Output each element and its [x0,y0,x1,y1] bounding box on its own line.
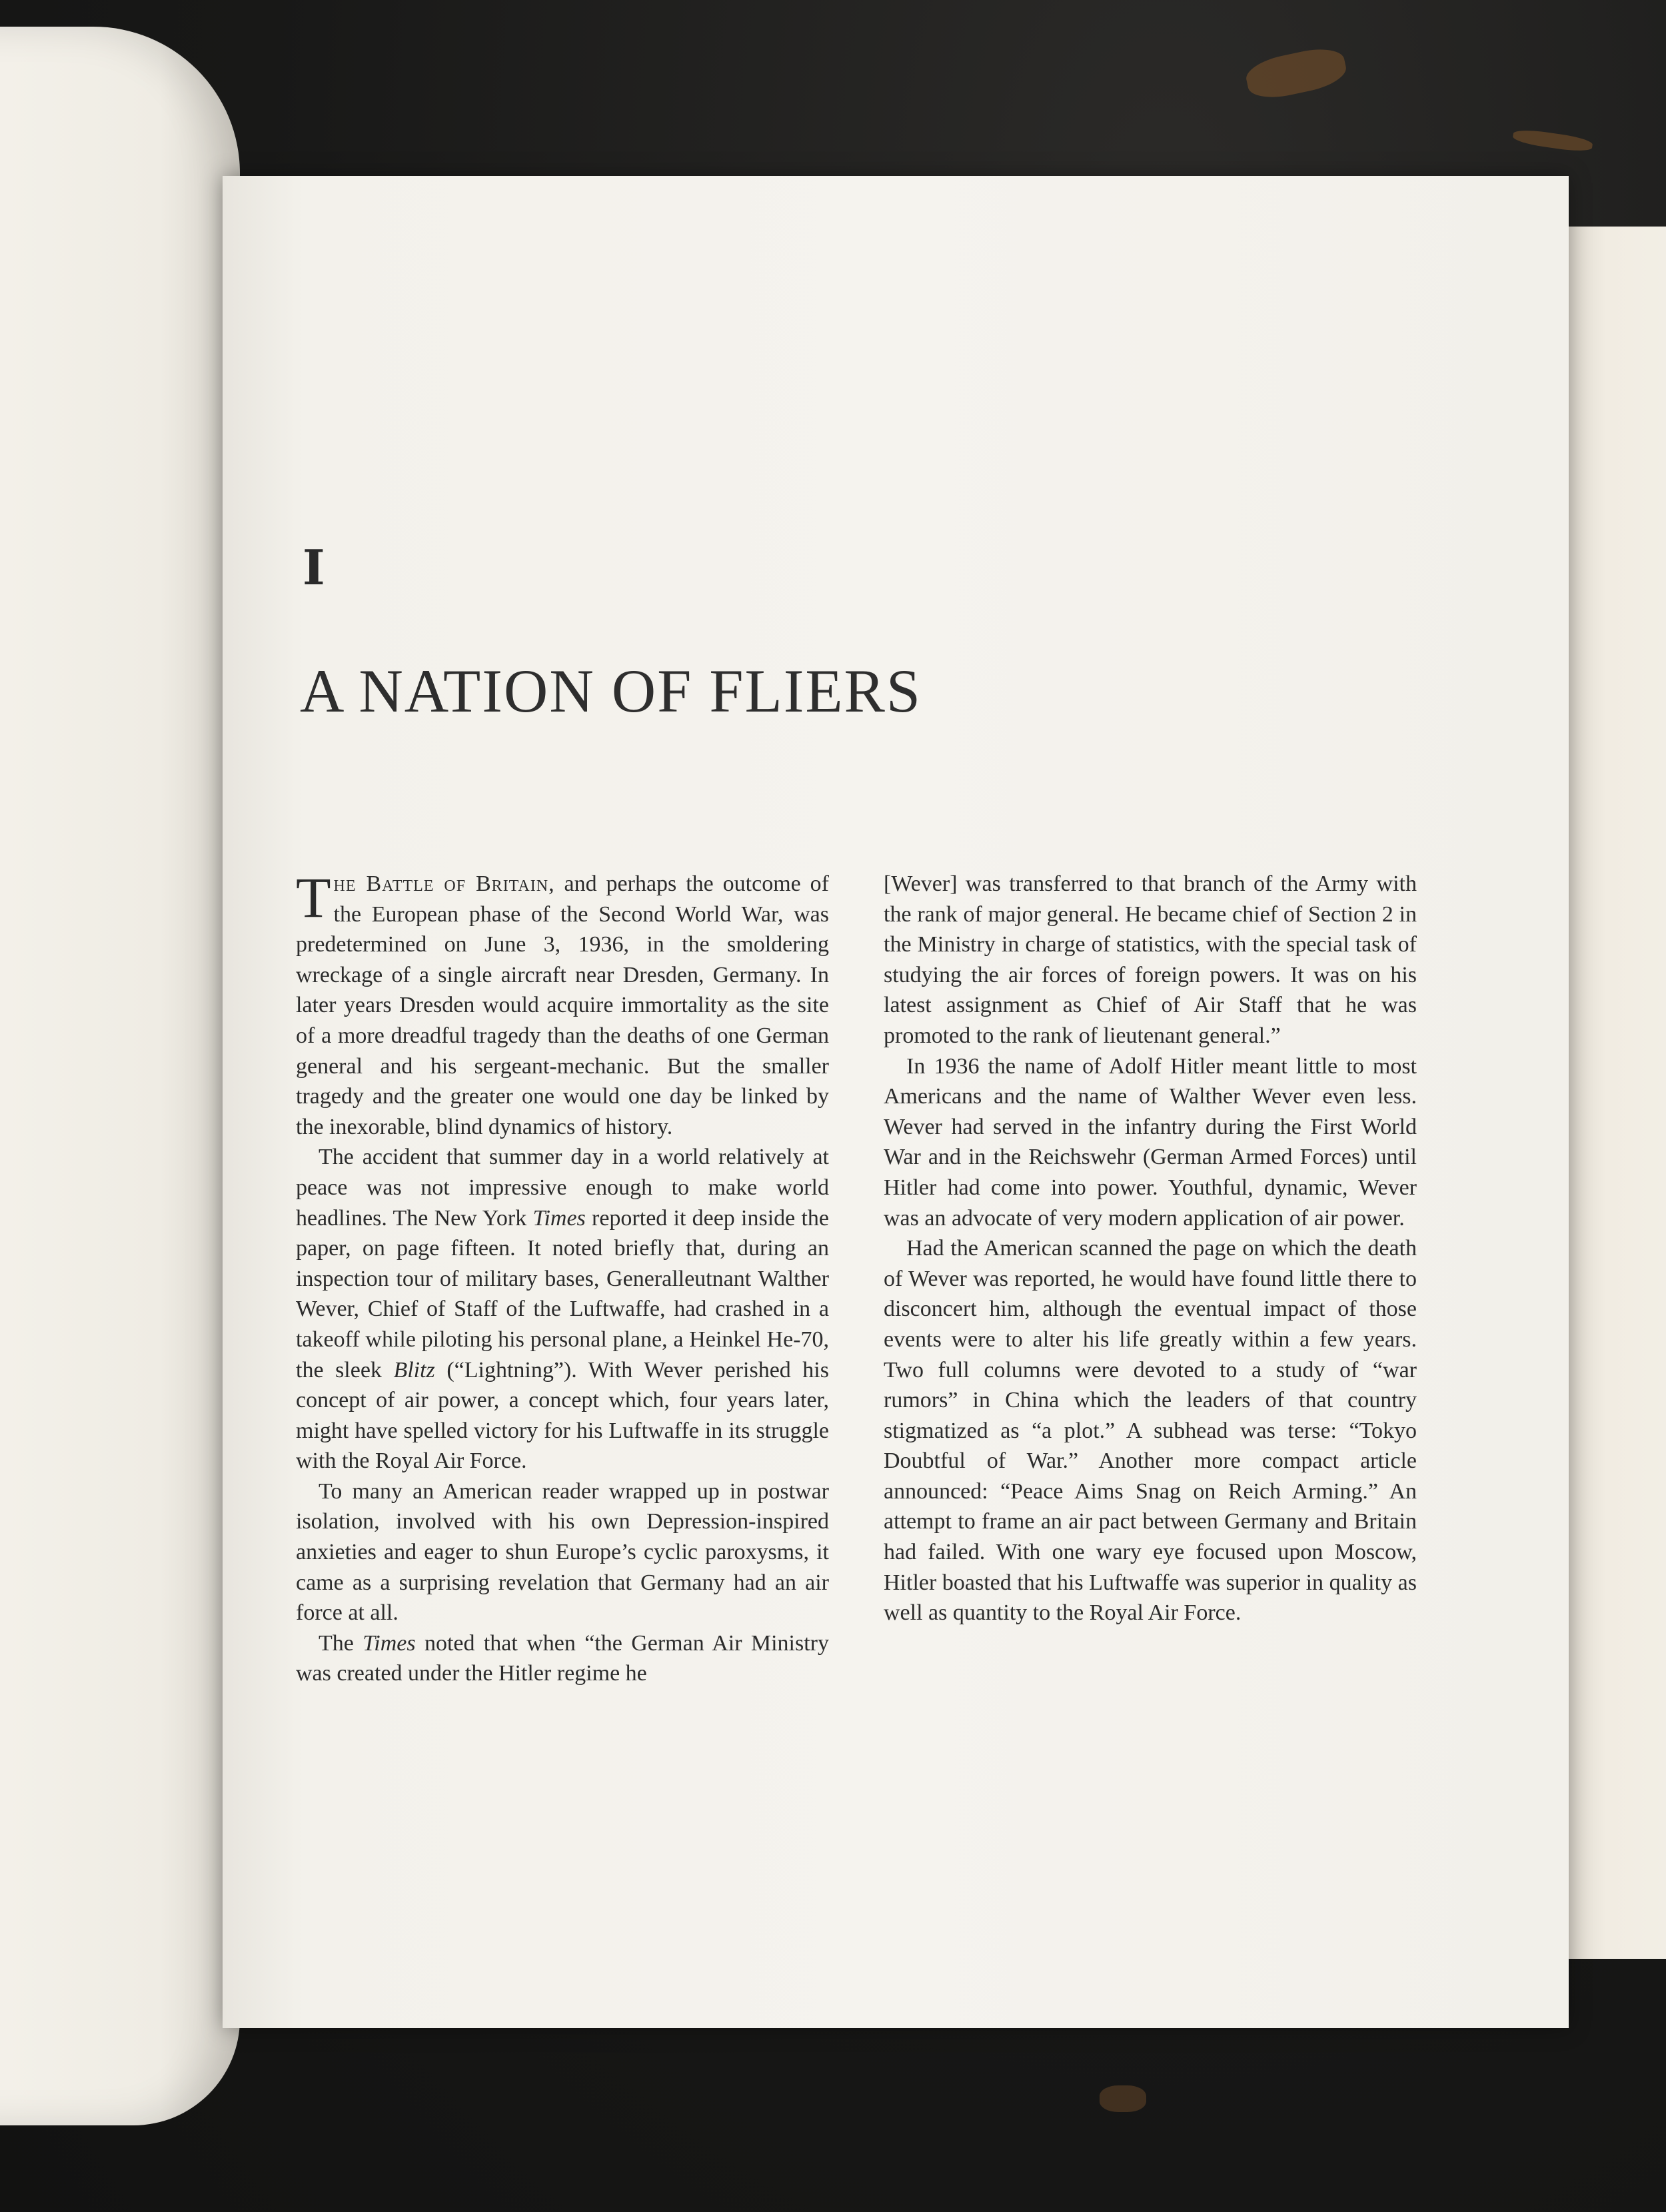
book-page [223,176,1569,2028]
paragraph-text: In 1936 the name of Adolf Hitler meant little to most Americans and the name of Walther Wever even less. Wever had served in the infantry during the First World War and in the Reichswehr (German Armed Forces) until Hitler had come into power. Youthful, dynamic, Wever was an advocate of very modern application of air power. [884,1053,1417,1231]
next-page-edge [1553,227,1666,1959]
paragraph-text: noted that when “the German Air Ministry was created under the Hitler regime he [296,1630,830,1686]
italic-text: Times [532,1205,586,1231]
text-column-left [296,865,830,1689]
paragraph-text: The accident that summer day in a world relatively at peace was not impressive enough to make world headlines. The New York [296,1145,829,1231]
paragraph [296,1476,829,1628]
paragraph [296,1628,829,1689]
italic-text: Times [363,1630,416,1656]
small-caps-opening: he Battle of Britain, [333,871,555,896]
paragraph [884,869,1417,1051]
wood-knot [1512,128,1593,153]
italic-text: Blitz [393,1357,435,1382]
paragraph [296,1142,829,1476]
paragraph-text: The [319,1630,363,1656]
paragraph-text: and perhaps the outcome of the European phase of the Second World War, was predetermined on June 3, 1936, in the smoldering wreckage of a single aircraft near Dresden, Germany. In later years Dresden would acquire immortality as the site of a more dreadful tragedy than the deaths of one German general and his sergeant-mechanic. But the smaller tragedy and the greater one would one day be linked by the inexorable, blind dynamics of history. [296,871,829,1139]
paragraph-text: Had the American scanned the page on which the death of Wever was reported, he would have found little there to disconcert him, although the eventual impact of those events were to alter his life greatly within a few years. Two full columns were devoted to a study of “war rumors” in China which the leaders of that country stigmatized as “a plot.” A subhead was terse: “Tokyo Doubtful of War.” Another more compact article announced: “Peace Aims Snag on Reich Arming.” An attempt to frame an air pact between Germany and Britain had failed. With one wary eye focused upon Moscow, Hitler boasted that his Luftwaffe was superior in quality as well as quantity to the Royal Air Force. [884,1236,1417,1626]
paragraph-text: (“Lightning”). With Wever perished his concept of air power, a concept which, four years later, might have spelled victory for his Luftwaffe in its struggle with the Royal Air Force. [296,1357,829,1474]
drop-cap: T [296,865,331,929]
wood-knot [1100,2085,1146,2112]
left-page-curl [0,27,240,2125]
paragraph-text: To many an American reader wrapped up in postwar isolation, involved with his own Depression-inspired anxieties and eager to shun Europe’s cyclic paroxysms, it came as a surprising revelation that Germany had an air force at all. [296,1478,829,1626]
paragraph-text: [Wever] was transferred to that branch of the Army with the rank of major general. He became chief of Section 2 in the Ministry in charge of statistics, with the special task of studying the air forces of foreign powers. It was on his latest assignment as Chief of Air Staff that he was promoted to the rank of lieutenant general.” [884,871,1417,1048]
paragraph-text: reported it deep inside the paper, on page fifteen. It noted briefly that, during an inspection tour of military bases, Generalleutnant Walther Wever, Chief of Staff of the Luftwaffe, had crashed in a takeoff while piloting his personal plane, a Heinkel He-70, the sleek [296,1205,829,1382]
text-column-right [884,869,1417,1628]
chapter-title: A NATION OF FLIERS [300,657,922,725]
chapter-number: I [303,539,325,596]
paragraph [884,1233,1417,1628]
paragraph [884,1051,1417,1234]
paragraph [296,865,829,1142]
wood-knot [1243,43,1349,103]
